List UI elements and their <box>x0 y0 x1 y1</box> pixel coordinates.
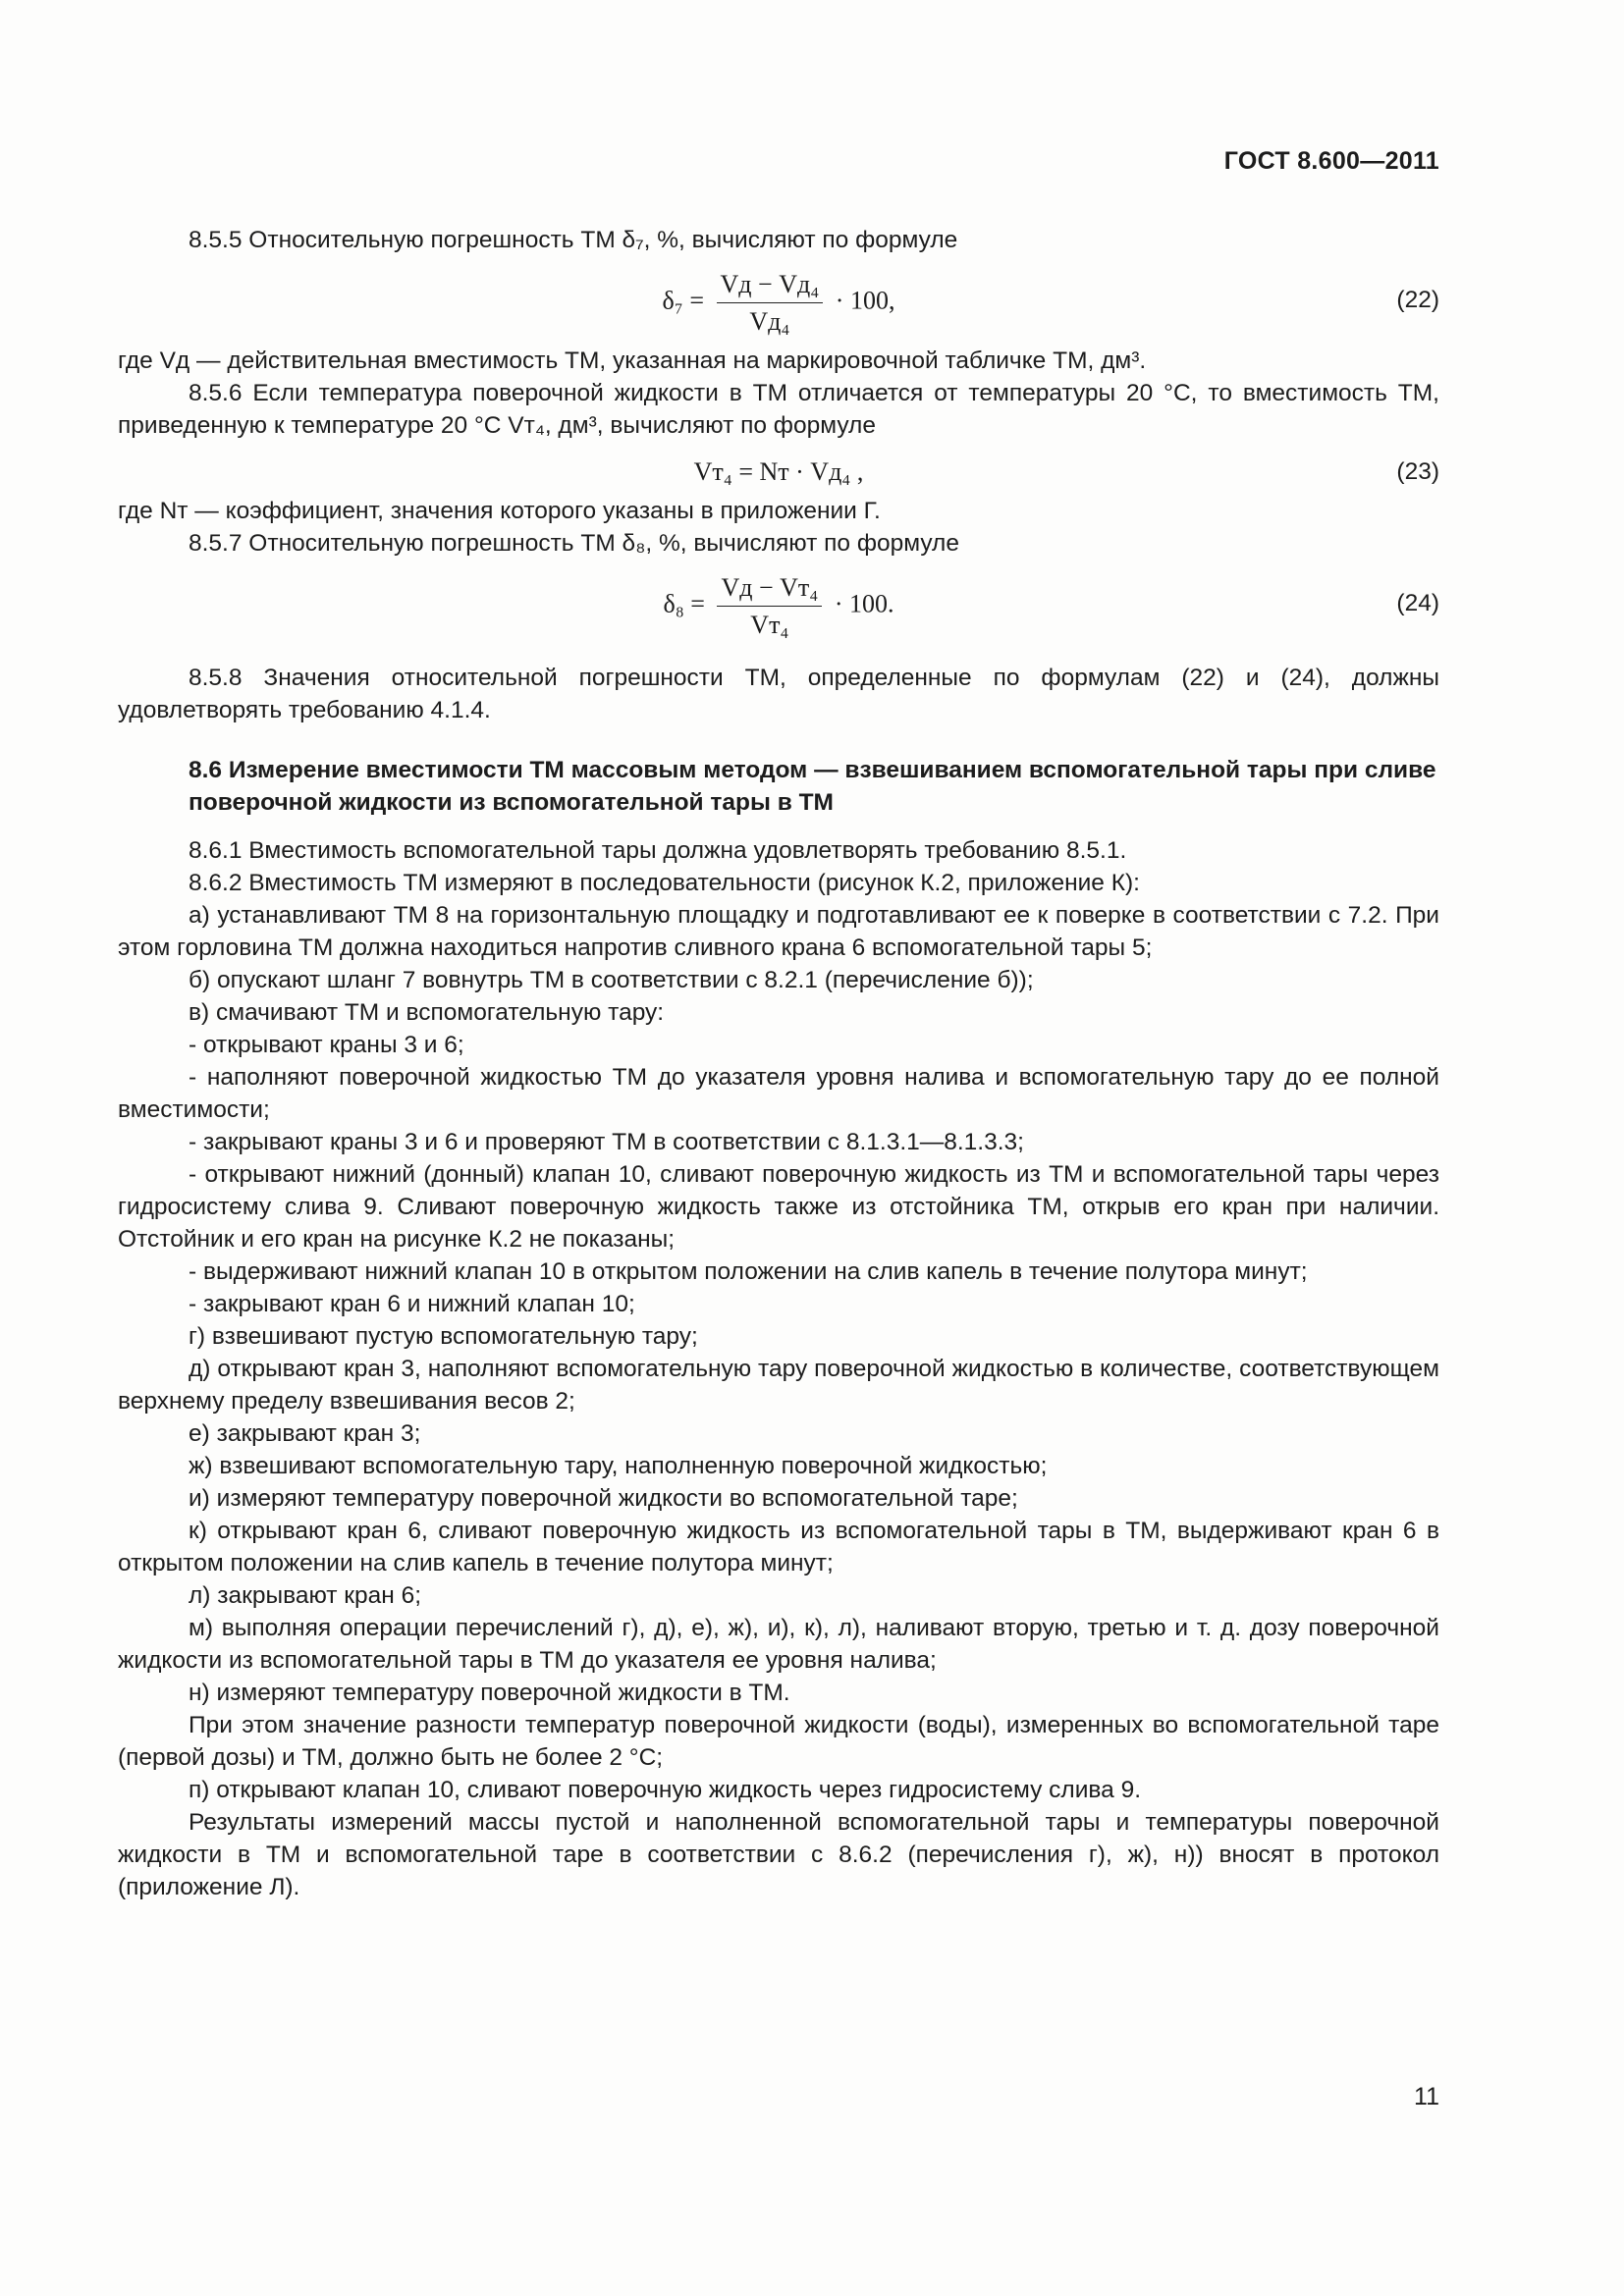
list-subitem-close-valves: - закрывают краны 3 и 6 и проверяют ТМ в соответствии с 8.1.3.1—8.1.3.3; <box>189 1129 1024 1155</box>
paragraph-where-vd: где Vд — действительная вместимость ТМ, указанная на маркировочной табличке ТМ, дм³. <box>118 347 1147 374</box>
paragraph-8-5-8: 8.5.8 Значения относительной погрешности ТМ, определенные по формулам (22) и (24), должны удовлетворять требованию 4.1.4. <box>118 665 1439 723</box>
list-item-n: н) измеряют температуру поверочной жидкости в ТМ. <box>189 1680 790 1706</box>
formula-23-number: (23) <box>1396 458 1439 485</box>
document-id: ГОСТ 8.600—2011 <box>1223 147 1439 175</box>
formula-22-fraction <box>717 268 824 338</box>
paragraph-results: Результаты измерений массы пустой и наполненной вспомогательной тары и температуры поверочной жидкости в ТМ и вспомогательной таре в соответствии с 8.6.2 (перечисления г), ж), н)) вносят в протокол (приложение Л). <box>118 1809 1439 1900</box>
paragraph-8-6-2: 8.6.2 Вместимость ТМ измеряют в последовательности (рисунок К.2, приложение К): <box>189 870 1140 896</box>
list-item-l: л) закрывают кран 6; <box>189 1582 422 1609</box>
document-body <box>118 224 1439 1903</box>
list-subitem-open-bottom-valve: - открывают нижний (донный) клапан 10, сливают поверочную жидкость из ТМ и вспомогательной тары через гидросистему слива 9. Сливают поверочную жидкость также из отстойника ТМ, открыв его кран при наличии. Отстойник и его кран на рисунке К.2 не показаны; <box>118 1161 1439 1253</box>
formula-22 <box>118 256 1439 345</box>
list-item-d: д) открывают кран 3, наполняют вспомогательную тару поверочной жидкостью в количестве, соответствующем верхнему пределу взвешивания весов 2; <box>118 1356 1439 1415</box>
formula-24-number: (24) <box>1396 590 1439 616</box>
list-subitem-open-valves: - открывают краны 3 и 6; <box>189 1032 464 1058</box>
section-8-6-title: 8.6 Измерение вместимости ТМ массовым методом — взвешиванием вспомогательной тары при сливе поверочной жидкости из вспомогательной тары в ТМ <box>189 757 1436 816</box>
formula-24-lhs: δ₈ = <box>663 589 705 618</box>
list-subitem-fill: - наполняют поверочной жидкостью ТМ до указателя уровня налива и вспомогательную тару до ее полной вместимости; <box>118 1064 1439 1123</box>
formula-23-expression: Vт₄ = Nт · Vд₄ , <box>693 457 864 486</box>
formula-22-numerator: Vд − Vд₄ <box>717 268 824 303</box>
list-item-b: б) опускают шланг 7 вовнутрь ТМ в соответствии с 8.2.1 (перечисление б)); <box>189 967 1034 993</box>
formula-24-tail: · 100. <box>834 589 894 618</box>
list-subitem-close-valve: - закрывают кран 6 и нижний клапан 10; <box>189 1291 635 1317</box>
list-item-g: г) взвешивают пустую вспомогательную тару; <box>189 1323 698 1350</box>
list-item-m: м) выполняя операции перечислений г), д), е), ж), и), к), л), наливают вторую, третью и т. д. дозу поверочной жидкости из вспомогательной тары в ТМ до указателя ее уровня налива; <box>118 1615 1439 1674</box>
list-item-p: п) открывают клапан 10, сливают поверочную жидкость через гидросистему слива 9. <box>189 1777 1142 1803</box>
paragraph-8-6-1: 8.6.1 Вместимость вспомогательной тары должна удовлетворять требованию 8.5.1. <box>189 837 1127 864</box>
list-item-e: е) закрывают кран 3; <box>189 1420 421 1447</box>
formula-22-tail: · 100, <box>835 286 895 315</box>
formula-22-denominator: Vд₄ <box>749 307 790 336</box>
page-number: 11 <box>1414 2083 1439 2110</box>
formula-22-number: (22) <box>1396 287 1439 313</box>
list-subitem-hold-valve: - выдерживают нижний клапан 10 в открытом положении на слив капель в течение полутора минут; <box>189 1258 1308 1285</box>
paragraph-8-5-7: 8.5.7 Относительную погрешность ТМ δ₈, %, вычисляют по формуле <box>189 530 959 557</box>
formula-24-fraction <box>717 571 822 641</box>
formula-22-lhs: δ₇ = <box>662 286 705 315</box>
formula-24-numerator: Vд − Vт₄ <box>717 571 822 607</box>
list-item-i: и) измеряют температуру поверочной жидкости во вспомогательной таре; <box>189 1485 1018 1512</box>
paragraph-8-5-5: 8.5.5 Относительную погрешность ТМ δ₇, %, вычисляют по формуле <box>189 227 958 253</box>
list-item-v: в) смачивают ТМ и вспомогательную тару: <box>189 999 665 1026</box>
list-item-a: а) устанавливают ТМ 8 на горизонтальную площадку и подготавливают ее к поверке в соответствии с 7.2. При этом горловина ТМ должна находиться напротив сливного крана 6 вспомогательной тары 5; <box>118 902 1439 961</box>
paragraph-8-5-6: 8.5.6 Если температура поверочной жидкости в ТМ отличается от температуры 20 °C, то вместимость ТМ, приведенную к температуре 20 °C Vт₄, дм³, вычисляют по формуле <box>118 380 1439 439</box>
formula-24-denominator: Vт₄ <box>750 611 789 639</box>
formula-24 <box>118 560 1439 648</box>
paragraph-temperature-note: При этом значение разности температур поверочной жидкости (воды), измеренных во вспомогательной таре (первой дозы) и ТМ, должно быть не более 2 °C; <box>118 1712 1439 1771</box>
formula-23 <box>118 442 1439 495</box>
paragraph-where-nt: где Nт — коэффициент, значения которого указаны в приложении Г. <box>118 498 881 524</box>
list-item-k: к) открывают кран 6, сливают поверочную жидкость из вспомогательной тары в ТМ, выдерживают кран 6 в открытом положении на слив капель в течение полутора минут; <box>118 1518 1439 1576</box>
list-item-zh: ж) взвешивают вспомогательную тару, наполненную поверочной жидкостью; <box>189 1453 1048 1479</box>
